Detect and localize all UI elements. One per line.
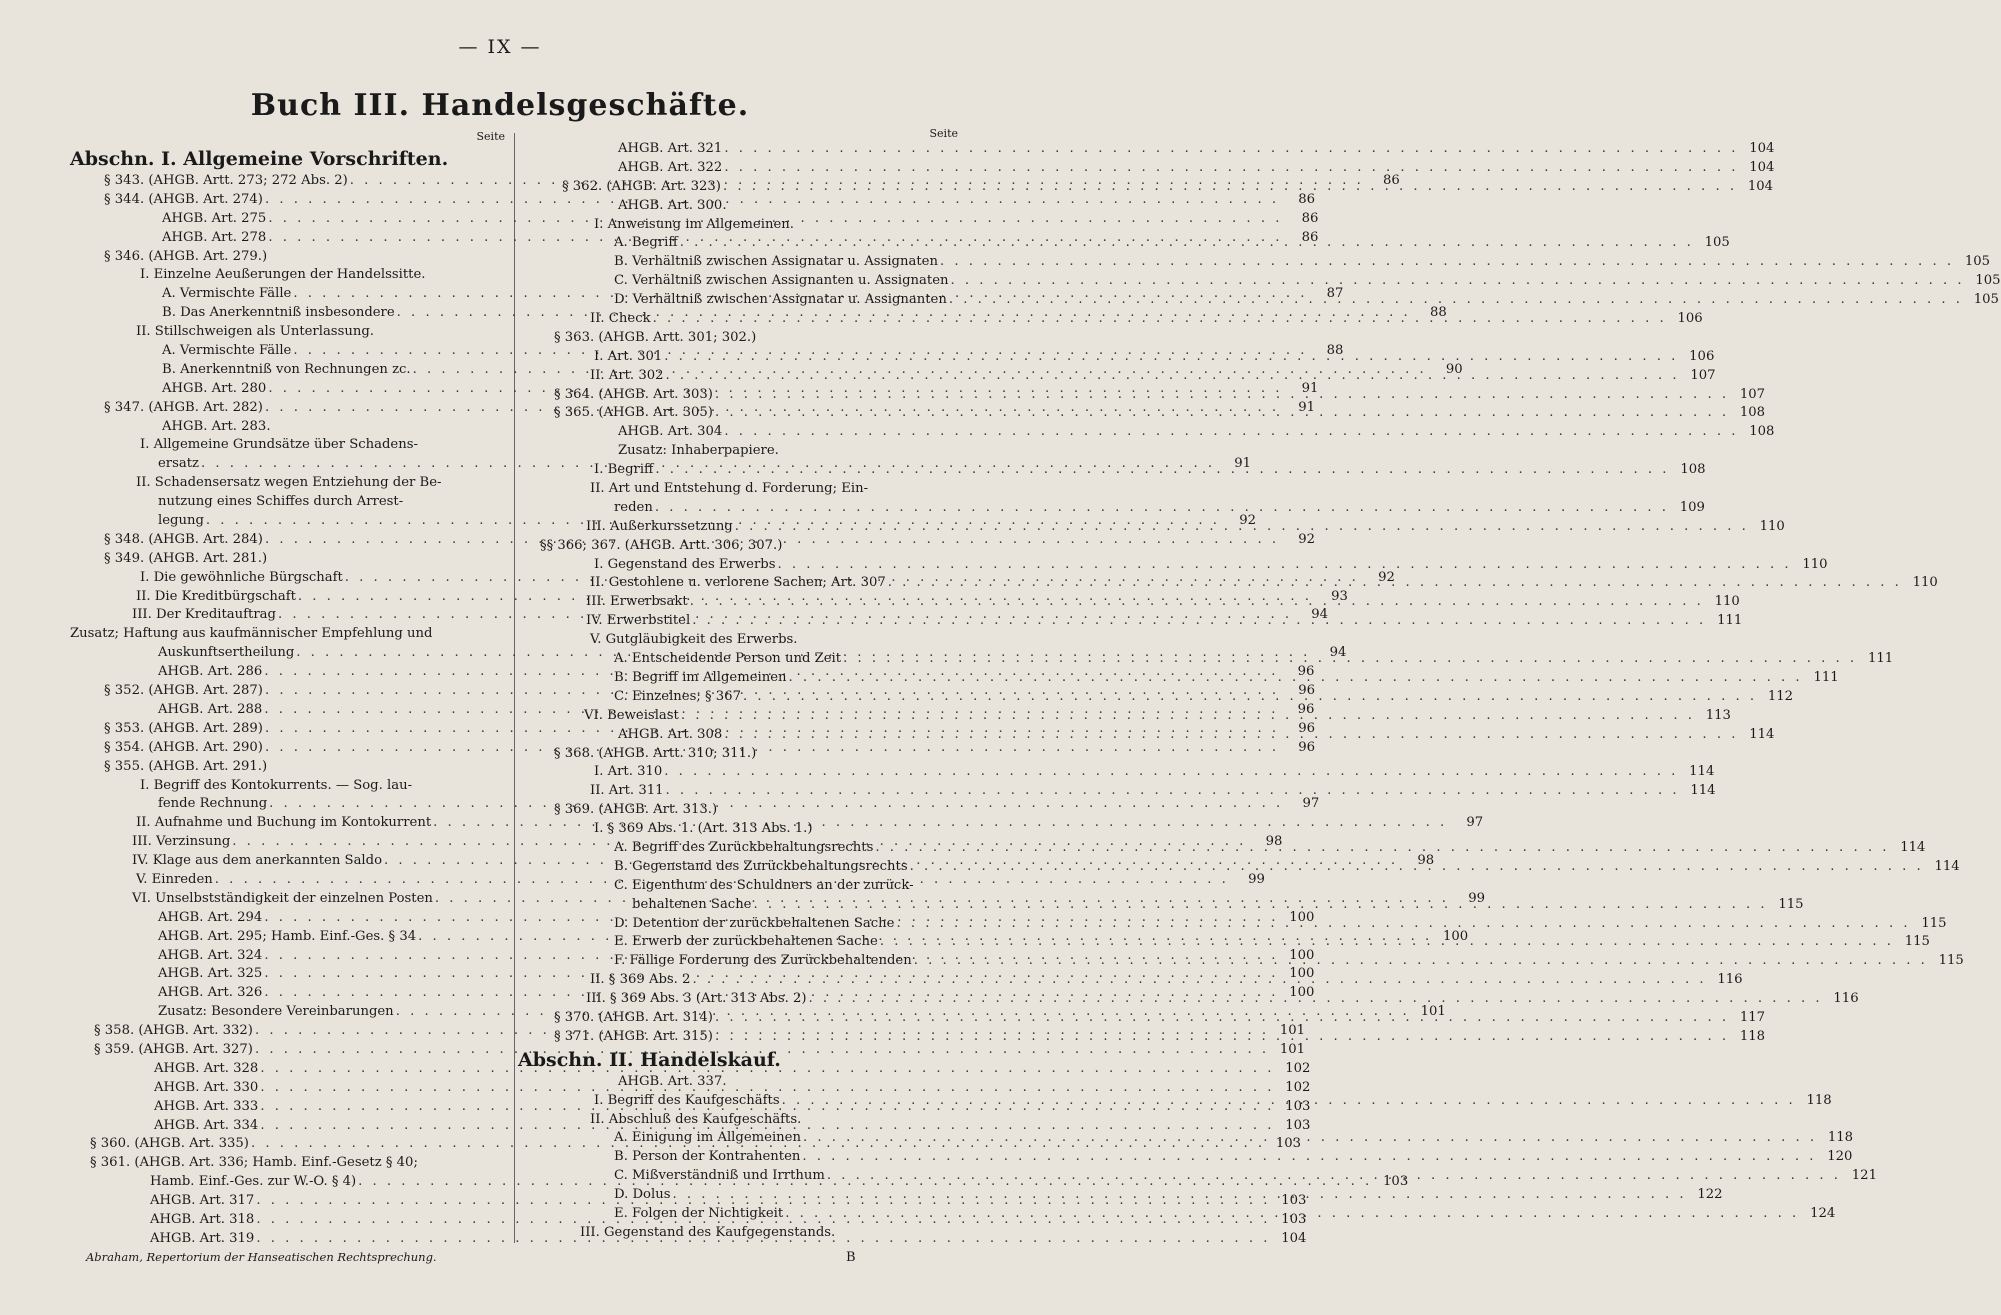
toc-entry <box>70 418 505 437</box>
leader-dots <box>733 518 1749 537</box>
toc-entry-page: 118 <box>1739 1028 1766 1044</box>
toc-entry-page: 86 <box>1383 173 1400 188</box>
toc-entry-text: AHGB. Art. 278 <box>162 229 267 245</box>
toc-entry-text: B. Begriff im Allgemeinen <box>614 669 787 685</box>
toc-entry-page: 86 <box>1298 191 1316 207</box>
leader-dots <box>807 990 1823 1009</box>
book-title: Buch III. Handelsgeschäfte. <box>250 88 750 123</box>
toc-entry <box>518 423 1775 442</box>
toc-entry-page: 104 <box>1749 141 1775 156</box>
toc-entry-text: AHGB. Art. 280 <box>162 380 267 396</box>
toc-entry <box>518 499 1705 518</box>
toc-entry-text: Hamb. Einf.-Ges. zur W.-O. § 4) <box>150 1174 357 1190</box>
toc-entry-text: IV. Erwerbstitel <box>586 613 691 629</box>
toc-entry <box>70 625 505 644</box>
toc-entry-page: 114 <box>1749 726 1775 742</box>
toc-entry-page: 88 <box>1326 343 1344 359</box>
section-title: Abschn. II. Handelskauf. <box>518 1048 781 1071</box>
toc-entry-page: 96 <box>1298 683 1316 699</box>
toc-entry-text: C. Eigenthum des Schuldners an der zurück- <box>614 877 914 893</box>
toc-entry-text: AHGB. Art. 283. <box>162 418 271 434</box>
toc-entry-page: 102 <box>1285 1079 1311 1095</box>
toc-entry-text: I. § 369 Abs. 1. (Art. 313 Abs. 1.) <box>594 821 813 837</box>
toc-entry <box>518 197 958 216</box>
toc-entry <box>70 493 505 512</box>
section-title: Abschn. I. Allgemeine Vorschriften. <box>70 148 449 170</box>
toc-entry-text: III. Außerkurssetzung <box>586 518 733 534</box>
toc-entry-text: E. Folgen der Nichtigkeit <box>614 1205 784 1221</box>
toc-entry-text: § 363. (AHGB. Artt. 301; 302.) <box>554 329 757 345</box>
toc-entry <box>518 1148 1853 1167</box>
toc-entry-text: A. Begriff des Zurückbehaltungsrechts <box>614 839 874 855</box>
toc-entry <box>518 329 958 348</box>
toc-entry-text: § 369. (AHGB. Art. 313.) <box>554 802 718 818</box>
toc-entry-page: 115 <box>1778 896 1804 912</box>
toc-entry-page: 124 <box>1810 1205 1836 1221</box>
toc-entry-page: 102 <box>1285 1060 1311 1076</box>
leader-dots <box>722 159 1738 178</box>
toc-entry <box>70 1154 505 1173</box>
toc-entry-page: 96 <box>1297 701 1315 717</box>
toc-entry-page: 106 <box>1677 311 1703 327</box>
toc-entry-text: A. Vermischte Fälle <box>162 286 292 302</box>
toc-entry-text: B. Verhältniß zwischen Assignatar u. Assignaten <box>614 254 938 270</box>
toc-entry-text: I. Anweisung im Allgemeinen. <box>594 216 794 232</box>
toc-entry-text: § 355. (AHGB. Art. 291.) <box>104 758 268 774</box>
toc-entry <box>518 216 958 235</box>
toc-entry-page: 103 <box>1285 1117 1311 1133</box>
toc-entry-page: 114 <box>1690 783 1716 799</box>
toc-entry <box>70 474 505 493</box>
toc-entry-page: 98 <box>1265 834 1283 850</box>
toc-entry-text: fende Rechnung <box>158 796 268 812</box>
toc-entry-page: 116 <box>1833 991 1859 1007</box>
leader-dots <box>894 915 1910 934</box>
toc-entry-page: 87 <box>1326 286 1344 302</box>
toc-entry-text: II. Die Kreditbürgschaft <box>136 588 296 604</box>
toc-entry-text: II. Stillschweigen als Unterlassung. <box>136 324 374 340</box>
seite-label: Seite <box>476 130 505 143</box>
toc-entry <box>518 272 2001 291</box>
toc-entry-text: AHGB. Art. 318 <box>150 1211 255 1227</box>
toc-entry-text: VI. Unselbstständigkeit der einzelnen Posten <box>132 890 433 906</box>
toc-entry <box>70 266 505 285</box>
toc-entry-text: II. Gestohlene u. verlorene Sachen; Art. 307 <box>590 575 886 591</box>
leader-dots <box>741 688 1757 707</box>
toc-entry-text: Auskunftsertheilung <box>158 645 295 661</box>
toc-entry-text: D. Detention der zurückbehaltenen Sache <box>614 915 895 931</box>
toc-entry-page: 103 <box>1281 1211 1307 1227</box>
leader-dots <box>841 650 1857 669</box>
leader-dots <box>690 612 1706 631</box>
toc-entry-text: AHGB. Art. 330 <box>154 1079 259 1095</box>
toc-entry <box>518 556 1828 575</box>
toc-entry-text: I. Art. 301 <box>594 348 663 364</box>
toc-entry-page: 117 <box>1739 1009 1766 1025</box>
leader-dots <box>949 272 1965 291</box>
toc-entry-text: AHGB. Art. 275 <box>162 210 267 226</box>
toc-entry-page: 98 <box>1417 853 1435 869</box>
toc-entry-page: 99 <box>1468 890 1485 906</box>
toc-entry-page: 120 <box>1827 1149 1853 1165</box>
toc-entry-page: 107 <box>1739 386 1766 402</box>
leader-dots <box>662 763 1678 782</box>
leader-dots <box>787 669 1803 688</box>
toc-entry-page: 88 <box>1429 305 1447 321</box>
toc-entry-text: AHGB. Art. 337. <box>618 1073 727 1089</box>
leader-dots <box>722 140 1738 159</box>
leader-dots <box>878 933 1894 952</box>
toc-entry-text: Zusatz: Inhaberpapiere. <box>618 443 779 459</box>
toc-entry <box>518 820 958 839</box>
toc-entry-page: 121 <box>1851 1168 1877 1184</box>
toc-entry-text: legung <box>158 513 204 529</box>
toc-entry-text: I. Art. 310 <box>594 764 663 780</box>
toc-entry <box>518 253 1991 272</box>
leader-dots <box>713 1028 1729 1047</box>
toc-entry-page: 118 <box>1806 1092 1832 1108</box>
toc-entry-text: I. Begriff des Kaufgeschäfts <box>594 1092 780 1108</box>
toc-entry-page: 107 <box>1690 367 1716 383</box>
toc-entry-page: 90 <box>1445 361 1463 377</box>
leader-dots <box>912 952 1928 971</box>
toc-entry-page: 114 <box>1934 858 1960 874</box>
toc-entry-text: VI. Beweislast <box>584 707 679 723</box>
toc-entry-page: 96 <box>1298 720 1316 736</box>
toc-entry-page: 86 <box>1301 229 1319 245</box>
toc-entry-page: 110 <box>1714 594 1740 610</box>
toc-entry-text: § 348. (AHGB. Art. 284) <box>104 531 263 547</box>
toc-entry-text: II. Schadensersatz wegen Entziehung der Be- <box>136 475 442 491</box>
toc-entry-page: 99 <box>1248 871 1265 887</box>
toc-entry-page: 110 <box>1759 518 1785 534</box>
leader-dots <box>800 1148 1816 1167</box>
toc-entry-page: 91 <box>1234 456 1252 472</box>
toc-entry-text: AHGB. Art. 326 <box>158 985 263 1001</box>
toc-entry-text: § 358. (AHGB. Art. 332) <box>94 1023 253 1039</box>
toc-entry-text: III. Erwerbsakt <box>586 594 688 610</box>
toc-entry-page: 111 <box>1813 669 1839 685</box>
toc-entry-text: B. Gegenstand des Zurückbehaltungsrechts <box>614 858 908 874</box>
toc-entry-text: V. Einreden <box>136 871 213 887</box>
toc-entry-text: § 360. (AHGB. Art. 335) <box>90 1136 249 1152</box>
toc-entry-page: 101 <box>1420 1004 1446 1020</box>
toc-entry-text: § 361. (AHGB. Art. 336; Hamb. Einf.-Gesetz § 40; <box>90 1155 418 1171</box>
toc-entry-text: IV. Klage aus dem anerkannten Saldo <box>132 853 383 869</box>
toc-entry-page: 122 <box>1697 1187 1723 1203</box>
toc-entry <box>518 801 958 820</box>
toc-entry-page: 100 <box>1289 985 1315 1001</box>
toc-entry-text: nutzung eines Schiffes durch Arrest- <box>158 494 404 510</box>
toc-entry-text: § 343. (AHGB. Artt. 273; 272 Abs. 2) <box>104 173 348 188</box>
toc-entry-text: § 365. (AHGB. Art. 305) <box>554 405 713 421</box>
toc-entry-text: AHGB. Art. 333 <box>154 1098 259 1114</box>
toc-entry-page: 116 <box>1717 972 1743 988</box>
toc-entry-text: B. Das Anerkenntniß insbesondere <box>162 305 395 321</box>
leader-dots <box>938 253 1954 272</box>
toc-entry-text: I. Allgemeine Grundsätze über Schadens- <box>140 437 418 453</box>
toc-entry-text: II. Art und Entstehung d. Forderung; Ein- <box>590 481 869 497</box>
toc-entry-text: E. Erwerb der zurückbehaltenen Sache <box>614 934 878 950</box>
toc-entry-text: AHGB. Art. 295; Hamb. Einf.-Ges. § 34 <box>158 928 417 944</box>
toc-entry-text: II. Abschluß des Kaufgeschäfts. <box>590 1111 802 1127</box>
toc-entry <box>518 1111 958 1130</box>
toc-entry-text: II. Check <box>590 311 651 327</box>
toc-entry-text: § 354. (AHGB. Art. 290) <box>104 739 263 755</box>
toc-entry-text: AHGB. Art. 308 <box>618 726 723 742</box>
toc-entry-page: 86 <box>1301 210 1319 226</box>
leader-dots <box>947 291 1963 310</box>
toc-entry-text: § 346. (AHGB. Art. 279.) <box>104 248 268 264</box>
toc-entry <box>518 631 958 650</box>
leader-dots <box>663 367 1679 386</box>
toc-entry <box>518 537 958 556</box>
toc-entry-text: § 352. (AHGB. Art. 287) <box>104 683 263 699</box>
toc-entry-page: 105 <box>1975 273 2001 289</box>
toc-entry-page: 103 <box>1383 1174 1409 1190</box>
toc-entry-text: AHGB. Art. 317 <box>150 1193 255 1209</box>
toc-entry <box>518 877 958 896</box>
leader-dots <box>783 1205 1799 1224</box>
toc-entry-page: 104 <box>1749 159 1775 175</box>
leader-dots <box>662 348 1678 367</box>
toc-entry-page: 94 <box>1311 607 1329 623</box>
toc-entry-page: 103 <box>1281 1193 1307 1209</box>
toc-entry-page: 110 <box>1912 575 1938 591</box>
toc-entry-text: III. Verzinsung <box>132 834 231 850</box>
toc-entry <box>70 550 505 569</box>
leader-dots <box>775 556 1791 575</box>
toc-entry-text: AHGB. Art. 304 <box>618 424 723 440</box>
toc-entry-text: I. Begriff <box>594 462 654 478</box>
toc-entry-text: AHGB. Art. 325 <box>158 966 263 982</box>
toc-entry-page: 105 <box>1964 254 1991 270</box>
toc-entry-text: A. Einigung im Allgemeinen <box>614 1130 801 1146</box>
leader-dots <box>670 1186 1686 1205</box>
toc-entry <box>518 159 1775 178</box>
page-number: — IX — <box>458 36 542 58</box>
toc-entry <box>70 1060 1311 1079</box>
toc-entry-page: 104 <box>1281 1230 1307 1246</box>
toc-entry-page: 101 <box>1279 1023 1306 1039</box>
toc-entry-text: § 347. (AHGB. Art. 282) <box>104 399 263 415</box>
leader-dots <box>801 1129 1817 1148</box>
toc-entry-text: B. Anerkenntniß von Rechnungen zc. <box>162 361 411 377</box>
toc-entry-text: I. Begriff des Kontokurrents. — Sog. lau- <box>140 777 413 793</box>
toc-entry-text: AHGB. Art. 324 <box>158 947 263 963</box>
leader-dots <box>663 782 1679 801</box>
toc-entry-text: C. Einzelnes; § 367 <box>614 688 741 704</box>
toc-entry-text: § 364. (AHGB. Art. 303) <box>554 386 713 402</box>
toc-entry-page: 92 <box>1298 531 1316 547</box>
toc-entry-text: AHGB. Art. 288 <box>158 701 263 717</box>
toc-entry-text: § 368. (AHGB. Artt. 310; 311.) <box>554 745 757 761</box>
toc-entry-page: 104 <box>1747 178 1774 194</box>
toc-entry-text: § 371. (AHGB. Art. 315) <box>554 1028 713 1044</box>
toc-entry-page: 106 <box>1689 348 1715 364</box>
toc-entry-page: 115 <box>1938 953 1964 969</box>
leader-dots <box>679 707 1695 726</box>
toc-entry-text: II. Art. 302 <box>590 367 664 383</box>
toc-entry-page: 101 <box>1279 1041 1306 1057</box>
toc-entry-page: 94 <box>1329 645 1347 661</box>
toc-entry-text: AHGB. Art. 322 <box>618 159 723 175</box>
toc-entry-text: § 370. (AHGB. Art. 314) <box>554 1009 713 1025</box>
toc-entry-text: § 344. (AHGB. Art. 274) <box>104 191 263 207</box>
toc-entry-page: 103 <box>1285 1098 1311 1114</box>
leader-dots <box>688 593 1704 612</box>
toc-entry-page: 118 <box>1827 1130 1854 1146</box>
toc-entry-text: § 362. (AHGB. Art. 323) <box>562 178 721 194</box>
toc-entry-page: 108 <box>1680 462 1706 478</box>
toc-entry-text: behaltenen Sache <box>632 896 752 912</box>
leader-dots <box>678 234 1694 253</box>
toc-entry-page: 108 <box>1749 424 1775 440</box>
toc-entry-page: 91 <box>1298 399 1316 415</box>
leader-dots <box>752 896 1768 915</box>
toc-entry-page: 105 <box>1973 292 1999 308</box>
toc-entry-page: 111 <box>1717 613 1743 629</box>
toc-entry-text: AHGB. Art. 321 <box>618 141 723 156</box>
toc-entry-text: II. § 369 Abs. 2 <box>590 972 691 988</box>
toc-entry-page: 96 <box>1297 664 1315 680</box>
toc-entry-page: 112 <box>1767 688 1794 704</box>
toc-entry-text: AHGB. Art. 328 <box>154 1060 259 1076</box>
footer-citation: Abraham, Repertorium der Hanseatischen Rechtsprechung. <box>86 1250 437 1264</box>
leader-dots <box>713 404 1729 423</box>
toc-entry-text: D. Verhältniß zwischen Assignatar u. Assignanten <box>614 292 947 308</box>
leader-dots <box>713 386 1729 405</box>
toc-entry-text: I. Die gewöhnliche Bürgschaft <box>140 569 343 585</box>
toc-entry-text: §§ 366; 367. (AHGB. Artt. 306, 307.) <box>540 537 783 553</box>
toc-entry-text: § 359. (AHGB. Art. 327) <box>94 1041 253 1057</box>
toc-entry-page: 105 <box>1704 235 1730 251</box>
toc-entry-text: § 353. (AHGB. Art. 289) <box>104 720 263 736</box>
toc-entry-page: 111 <box>1867 651 1894 667</box>
toc-entry <box>518 1224 958 1243</box>
toc-entry-text: AHGB. Art. 300. <box>618 197 727 213</box>
toc-entry <box>518 480 958 499</box>
toc-entry-page: 115 <box>1904 934 1930 950</box>
toc-entry <box>518 763 1715 782</box>
toc-entry-text: F. Fällige Forderung des Zurückbehaltenden <box>614 953 912 969</box>
leader-dots <box>873 839 1889 858</box>
toc-entry-page: 110 <box>1802 556 1828 572</box>
toc-entry-text: III. Gegenstand des Kaufgegenstands. <box>580 1224 836 1240</box>
leader-dots <box>780 1092 1796 1111</box>
toc-entry-text: B. Person der Kontrahenten <box>614 1149 801 1165</box>
leader-dots <box>722 726 1738 745</box>
toc-entry-text: III. Der Kreditauftrag <box>132 607 276 623</box>
toc-entry-page: 92 <box>1378 569 1395 585</box>
toc-entry-text: AHGB. Art. 319 <box>150 1230 255 1246</box>
toc-entry-page: 97 <box>1302 796 1320 812</box>
toc-entry-page: 93 <box>1331 588 1348 604</box>
toc-entry <box>70 758 505 777</box>
leader-dots <box>886 574 1902 593</box>
toc-entry-text: C. Verhältniß zwischen Assignanten u. Assignaten <box>614 273 949 289</box>
toc-entry-page: 109 <box>1679 499 1705 515</box>
toc-entry-text: I. Gegenstand des Erwerbs <box>594 556 776 572</box>
toc-entry-page: 100 <box>1443 928 1469 944</box>
toc-entry <box>518 1073 958 1092</box>
toc-entry-text: AHGB. Art. 294 <box>158 909 263 925</box>
toc-entry-page: 91 <box>1301 380 1319 396</box>
toc-entry <box>70 248 505 267</box>
toc-entry <box>518 140 1775 159</box>
toc-entry-page: 103 <box>1275 1136 1302 1152</box>
toc-entry-text: ersatz <box>158 456 199 472</box>
toc-entry-page: 115 <box>1921 915 1947 931</box>
toc-entry <box>518 442 958 461</box>
toc-entry-text: A. Vermischte Fälle <box>162 343 292 359</box>
toc-entry-page: 100 <box>1289 966 1315 982</box>
seite-label: Seite <box>929 127 958 140</box>
signature-mark: B <box>846 1250 856 1265</box>
leader-dots <box>825 1167 1841 1186</box>
leader-dots <box>722 423 1738 442</box>
leader-dots <box>690 971 1706 990</box>
toc-entry-text: A. Begriff <box>614 235 678 251</box>
toc-entry-page: 100 <box>1289 947 1315 963</box>
leader-dots <box>651 310 1667 329</box>
toc-entry <box>518 782 1716 801</box>
toc-entry-page: 96 <box>1298 739 1316 755</box>
leader-dots <box>721 178 1737 197</box>
toc-entry-text: AHGB. Art. 286 <box>158 664 263 680</box>
toc-entry-text: § 349. (AHGB. Art. 281.) <box>104 550 268 566</box>
leader-dots <box>653 461 1669 480</box>
leader-dots <box>653 499 1669 518</box>
toc-entry-page: 114 <box>1900 839 1926 855</box>
toc-entry-text: III. § 369 Abs. 3 (Art. 313 Abs. 2) <box>586 991 807 1007</box>
toc-entry-page: 92 <box>1239 513 1256 529</box>
toc-entry <box>70 436 505 455</box>
toc-entry <box>70 777 505 796</box>
toc-entry-text: I. Einzelne Aeußerungen der Handelssitte. <box>140 267 426 283</box>
toc-entry-text: A. Entscheidende Person und Zeit <box>614 651 842 667</box>
toc-entry-text: C. Mißverständniß und Irrthum <box>614 1168 825 1184</box>
toc-entry <box>518 745 958 764</box>
toc-entry-page: 113 <box>1705 707 1731 723</box>
toc-entry-page: 114 <box>1689 764 1715 780</box>
toc-entry <box>70 323 505 342</box>
toc-entry-text: Zusatz; Haftung aus kaufmännischer Empfehlung und <box>70 626 433 642</box>
toc-entry-text: reden <box>614 499 653 515</box>
toc-entry-text: AHGB. Art. 334 <box>154 1117 259 1133</box>
leader-dots <box>713 1009 1729 1028</box>
toc-entry-text: Zusatz: Besondere Vereinbarungen <box>158 1004 394 1020</box>
toc-entry-text: D. Dolus <box>614 1187 671 1203</box>
toc-entry-page: 97 <box>1466 815 1484 831</box>
leader-dots <box>908 858 1924 877</box>
toc-entry-text: II. Art. 311 <box>590 783 664 799</box>
toc-entry-text: V. Gutgläubigkeit des Erwerbs. <box>590 632 798 648</box>
toc-entry-text: II. Aufnahme und Buchung im Kontokurrent <box>136 815 432 831</box>
toc-entry-page: 108 <box>1739 405 1766 421</box>
toc-entry-page: 100 <box>1289 909 1315 925</box>
